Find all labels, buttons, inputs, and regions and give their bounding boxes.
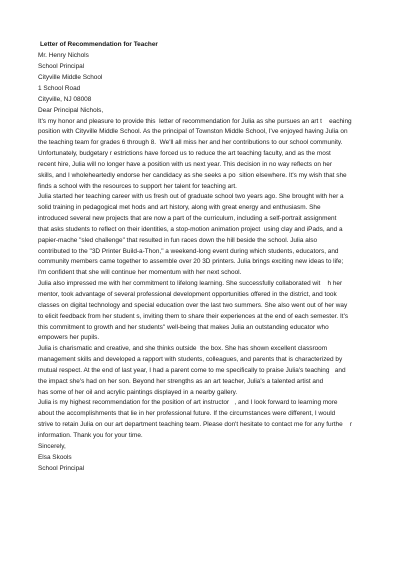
letter-line: this commitment to growth and her students" well-being that makes Julia an outstanding educator who — [38, 323, 329, 331]
letter-line: Julia started her teaching career with us fresh out of graduate school two years ago. She brought with her a — [38, 193, 344, 201]
letter-line: Cityville, NJ 08008 — [38, 95, 92, 103]
letter-line: about the accomplishments that lie in her professional future. If the circumstances were different, I would — [38, 410, 336, 418]
letter-line: empowers her pupils. — [38, 334, 100, 342]
letter-line: management skills and developed a rapport with students, colleagues, and parents that is characterized by — [38, 356, 343, 364]
letter-line: Dear Principal Nichols, — [38, 106, 104, 114]
letter-line: the impact she's had on her son. Beyond her strengths as an art teacher, Julia's a talented artist and — [38, 377, 324, 385]
letter-line: finds a school with the resources to support her talent for teaching art. — [38, 182, 237, 190]
letter-line: Julia is charismatic and creative, and she thinks outside the box. She has shown excellent classroom — [38, 345, 328, 353]
letter-line: I'm confident that she will continue her momentum with her next school. — [38, 269, 242, 277]
letter-line: to elicit feedback from her student s, inviting them to share their experiences at the end of each semester. It's — [38, 312, 349, 320]
letter-line: Elsa Skools — [38, 453, 72, 461]
letter-line: skills, and I wholeheartedly endorse her candidacy as she seeks a po sition elsewhere. It's my wish that she — [38, 171, 347, 179]
letter-line: Sincerely, — [38, 442, 66, 450]
letter-line: that asks students to reflect on their identities, a stop-motion animation project using clay and iPads, and a — [38, 225, 343, 233]
letter-line: Cityville Middle School — [38, 74, 103, 82]
letter-line: recent hire, Julia will no longer have a position with us next year. This decision in no way reflects on her — [38, 160, 333, 168]
letter-line: solid training in pedagogical met hods and art history, along with great energy and enthusiasm. She — [38, 204, 321, 212]
letter-line: Mr. Henry Nichols — [38, 52, 89, 60]
letter-line: Unfortunately, budgetary r estrictions have forced us to reduce the art teaching faculty, and as the most — [38, 150, 331, 158]
letter-line: community members came together to assemble over 20 3D printers. Julia brings exciting new ideas to life; — [38, 258, 344, 266]
letter-line: the teaching team for grades 6 through 8. We'll all miss her and her contributions to our school community. — [38, 139, 343, 147]
letter-line: It's my honor and pleasure to provide this letter of recommendation for Julia as she pursues an art t eaching — [38, 117, 352, 125]
letter-line: has some of her oil and acrylic paintings displayed in a nearby gallery. — [38, 388, 238, 396]
letter-line: information. Thank you for your time. — [38, 431, 143, 439]
letter-line: School Principal — [38, 464, 85, 472]
letter-line: classes on digital technology and special education over the last two summers. She also went out of her way — [38, 301, 348, 309]
letter-body — [38, 51, 383, 474]
letter-line: Julia is my highest recommendation for the position of art instructor , and I look forward to learning more — [38, 399, 338, 407]
letter-line: introduced several new projects that are now a part of the curriculum, including a self-portrait assignment — [38, 215, 337, 223]
letter-line: strive to retain Julia on our art department teaching team. Please don't hesitate to contact me for any furthe r — [38, 421, 352, 429]
letter-line: mutual respect. At the end of last year, I had a parent come to me specifically to praise Julia's teaching and — [38, 366, 346, 374]
letter-title: Letter of Recommendation for Teacher — [40, 41, 158, 48]
letter-line: Julia also impressed me with her commitment to lifelong learning. She successfully collaborated wit h her — [38, 280, 343, 288]
letter-line: contributed to the "3D Printer Build-a-Thon," a weekend-long event during which students, educators, and — [38, 247, 339, 255]
letter-line: 1 School Road — [38, 84, 81, 92]
letter-line: papier-mache "sled challenge" that resulted in fun races down the hill beside the school. Julia also — [38, 236, 318, 244]
letter-line: mentor, took advantage of several professional development opportunities offered in the district, and took — [38, 291, 337, 298]
letter-line: position with Cityville Middle School. As the principal of Townston Middle School, I've enjoyed having Julia on — [38, 128, 348, 136]
letter-line: School Principal — [38, 63, 85, 71]
letter-page — [38, 40, 383, 474]
